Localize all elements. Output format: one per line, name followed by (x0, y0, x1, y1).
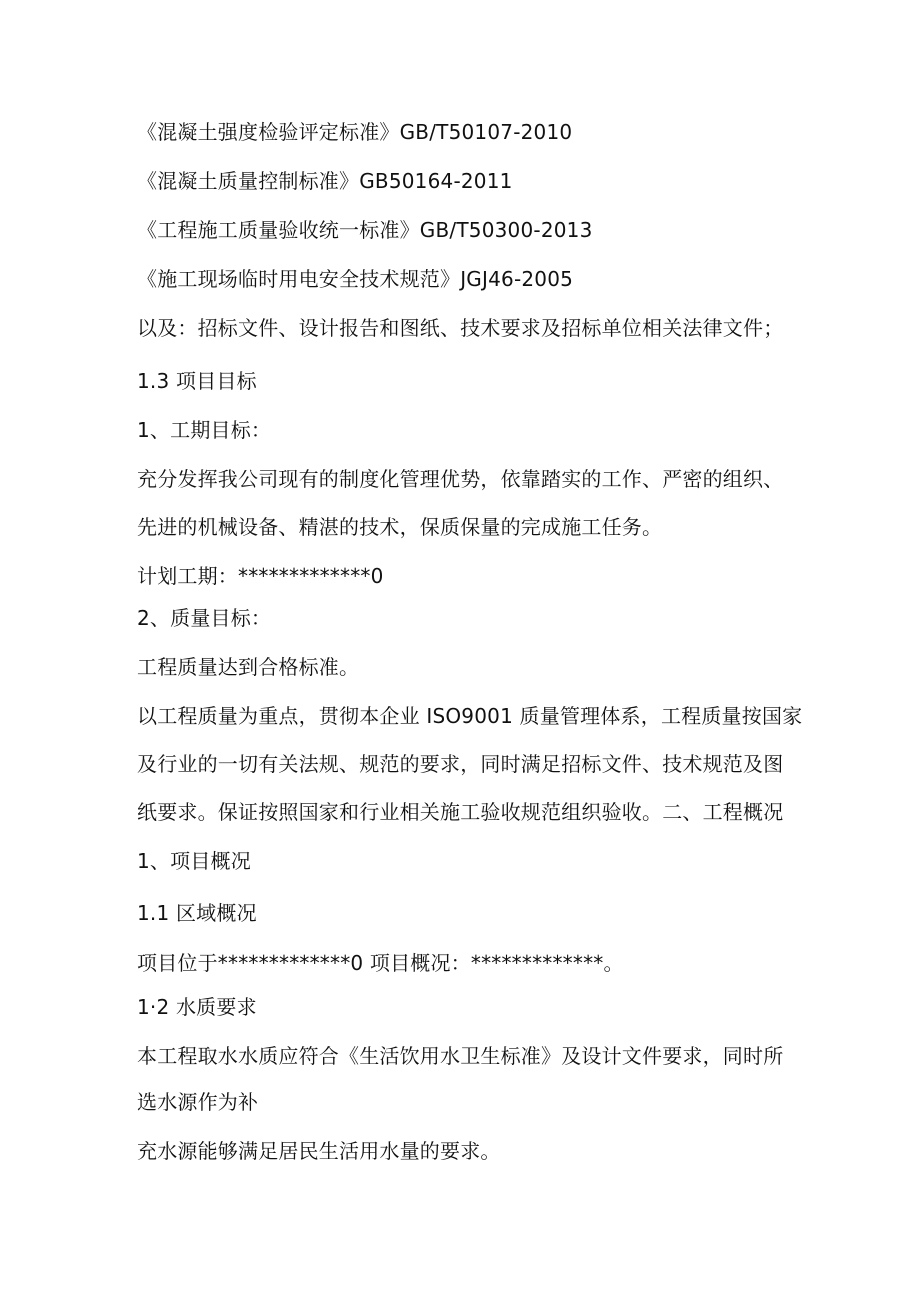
section-heading-project-goals: 1.3 项目目标 (137, 369, 257, 393)
text-line-water-para-3: 充水源能够满足居民生活用水量的要求。 (137, 1139, 501, 1163)
text-line-quality-para-1: 以工程质量为重点，贯彻本企业 ISO9001 质量管理体系，工程质量按国家 (137, 704, 803, 728)
section-heading-area-overview: 1.1 区域概况 (137, 901, 257, 925)
text-line-planned-duration: 计划工期：*************0 (137, 564, 384, 588)
text-line-other-documents: 以及：招标文件、设计报告和图纸、技术要求及招标单位相关法律文件； (137, 316, 784, 340)
subheading-schedule-goal: 1、工期目标： (137, 418, 272, 442)
subheading-quality-goal: 2、质量目标： (137, 606, 272, 630)
text-line-water-para-2: 选水源作为补 (137, 1090, 259, 1114)
text-line-quality-standard: 工程质量达到合格标准。 (137, 655, 360, 679)
text-line-schedule-para-1: 充分发挥我公司现有的制度化管理优势，依靠踏实的工作、严密的组织、 (137, 467, 784, 491)
section-heading-water-quality: 1·2 水质要求 (137, 995, 257, 1019)
text-line-water-para-1: 本工程取水水质应符合《生活饮用水卫生标准》及设计文件要求，同时所 (137, 1044, 784, 1068)
text-line-standard-gb50300: 《工程施工质量验收统一标准》GB/T50300-2013 (137, 218, 593, 242)
text-line-schedule-para-2: 先进的机械设备、精湛的技术，保质保量的完成施工任务。 (137, 515, 663, 539)
section-heading-project-overview: 1、项目概况 (137, 849, 251, 873)
text-line-project-location: 项目位于*************0 项目概况：*************。 (137, 951, 624, 975)
text-line-standard-gb50164: 《混凝土质量控制标准》GB50164-2011 (137, 169, 513, 193)
text-line-quality-para-2: 及行业的一切有关法规、规范的要求，同时满足招标文件、技术规范及图 (137, 752, 784, 776)
text-line-standard-jgj46: 《施工现场临时用电安全技术规范》JGJ46-2005 (137, 267, 574, 291)
text-line-standard-gb50107: 《混凝土强度检验评定标准》GB/T50107-2010 (137, 120, 573, 144)
text-line-quality-para-3: 纸要求。保证按照国家和行业相关施工验收规范组织验收。二、工程概况 (137, 800, 784, 824)
